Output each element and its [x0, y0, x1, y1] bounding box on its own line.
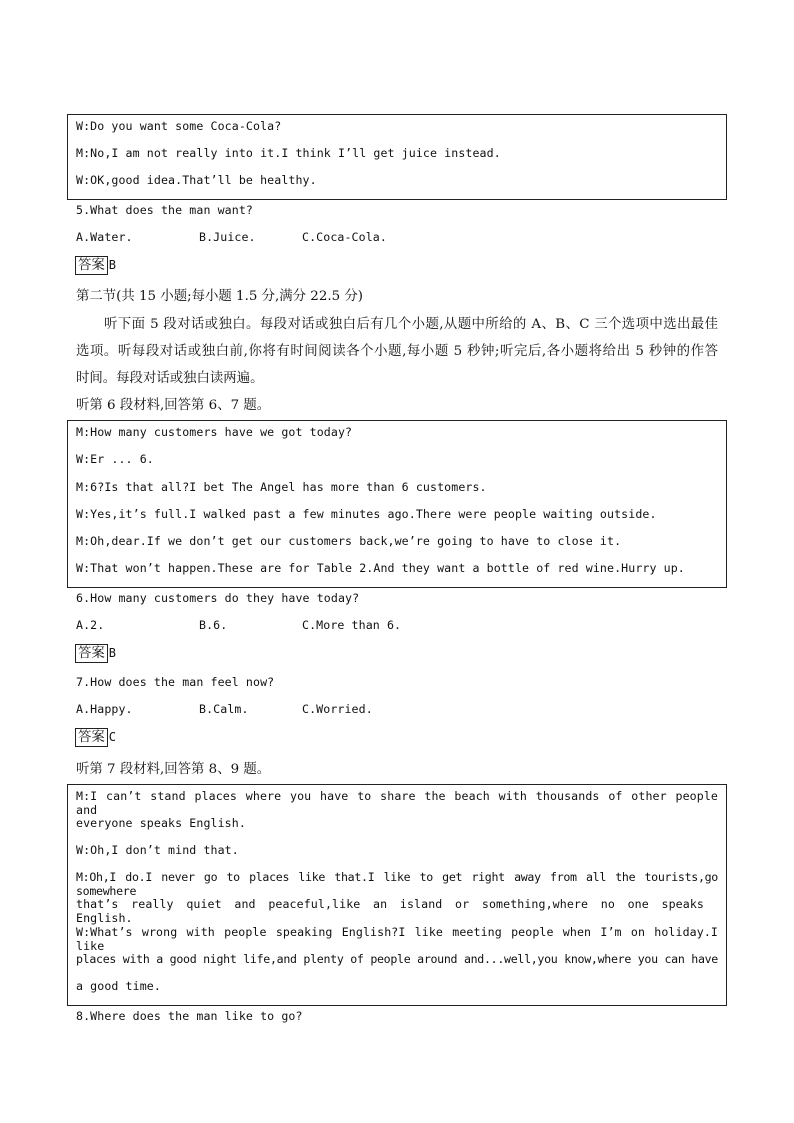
instruction-line: 时间。每段对话或独白读两遍。 [76, 371, 264, 386]
dialogue-line: W:OK,good idea.That’ll be healthy. [76, 173, 317, 187]
dialogue-line: a good time. [76, 979, 161, 993]
answer-value: B [108, 646, 117, 660]
dialogue-line: W:Oh,I don’t mind that. [76, 843, 239, 857]
answer-label: 答案 [75, 644, 108, 663]
option-a: A.Happy. [76, 702, 133, 716]
option-a: A.2. [76, 618, 105, 632]
dialogue-line: M:6?Is that all?I bet The Angel has more than 6 customers. [76, 480, 487, 494]
answer-7 [75, 728, 116, 747]
dialogue-line: that’s really quiet and peaceful,like an island or something,where no one speaks English. [76, 897, 704, 925]
dialogue-line: W:That won’t happen.These are for Table 2.And they want a bottle of red wine.Hurry up. [76, 561, 685, 575]
option-c: C.More than 6. [302, 618, 402, 632]
dialogue-line: W:Yes,it’s full.I walked past a few minutes ago.There were people waiting outside. [76, 507, 657, 521]
option-c: C.Worried. [302, 702, 373, 716]
dialogue-line: everyone speaks English. [76, 816, 246, 830]
question-7: 7.How does the man feel now? [76, 675, 275, 689]
dialogue-line: M:How many customers have we got today? [76, 425, 353, 439]
answer-6 [75, 644, 116, 663]
instruction-line: 选项。听每段对话或独白前,你将有时间阅读各个小题,每小题 5 秒钟;听完后,各小题将给出 5 秒钟的作答 [76, 344, 718, 359]
option-b: B.Calm. [199, 702, 249, 716]
dialogue-line: W:Do you want some Coca-Cola? [76, 119, 282, 133]
instruction-line: 听下面 5 段对话或独白。每段对话或独白后有几个小题,从题中所给的 A、B、C 三个选项中选出最佳 [104, 317, 718, 332]
question-5: 5.What does the man want? [76, 203, 254, 217]
answer-value: C [108, 730, 117, 744]
dialogue-line: M:Oh,dear.If we don’t get our customers back,we’re going to have to close it. [76, 534, 622, 548]
answer-label: 答案 [75, 256, 108, 275]
dialogue-line: W:What’s wrong with people speaking English?I like meeting people when I’m on holiday.I like [76, 925, 718, 953]
question-6: 6.How many customers do they have today? [76, 591, 360, 605]
option-b: B.6. [199, 618, 228, 632]
option-b: B.Juice. [199, 230, 256, 244]
answer-label: 答案 [75, 728, 108, 747]
answer-5 [75, 256, 116, 275]
dialogue-line: W:Er ... 6. [76, 452, 154, 466]
dialogue-line: places with a good night life,and plenty of people around and...well,you know,where you can have [76, 952, 718, 966]
option-c: C.Coca-Cola. [302, 230, 387, 244]
option-a: A.Water. [76, 230, 133, 244]
dialogue-line: M:Oh,I do.I never go to places like that.I like to get right away from all the tourists,go somewhere [76, 870, 718, 898]
material-6-intro: 听第 6 段材料,回答第 6、7 题。 [76, 398, 271, 413]
dialogue-line: M:No,I am not really into it.I think I’ll get juice instead. [76, 146, 501, 160]
material-7-intro: 听第 7 段材料,回答第 8、9 题。 [76, 762, 271, 777]
question-8: 8.Where does the man like to go? [76, 1009, 303, 1023]
dialogue-line: M:I can’t stand places where you have to share the beach with thousands of other people and [76, 789, 718, 817]
section-heading: 第二节(共 15 小题;每小题 1.5 分,满分 22.5 分) [76, 289, 363, 304]
answer-value: B [108, 258, 117, 272]
